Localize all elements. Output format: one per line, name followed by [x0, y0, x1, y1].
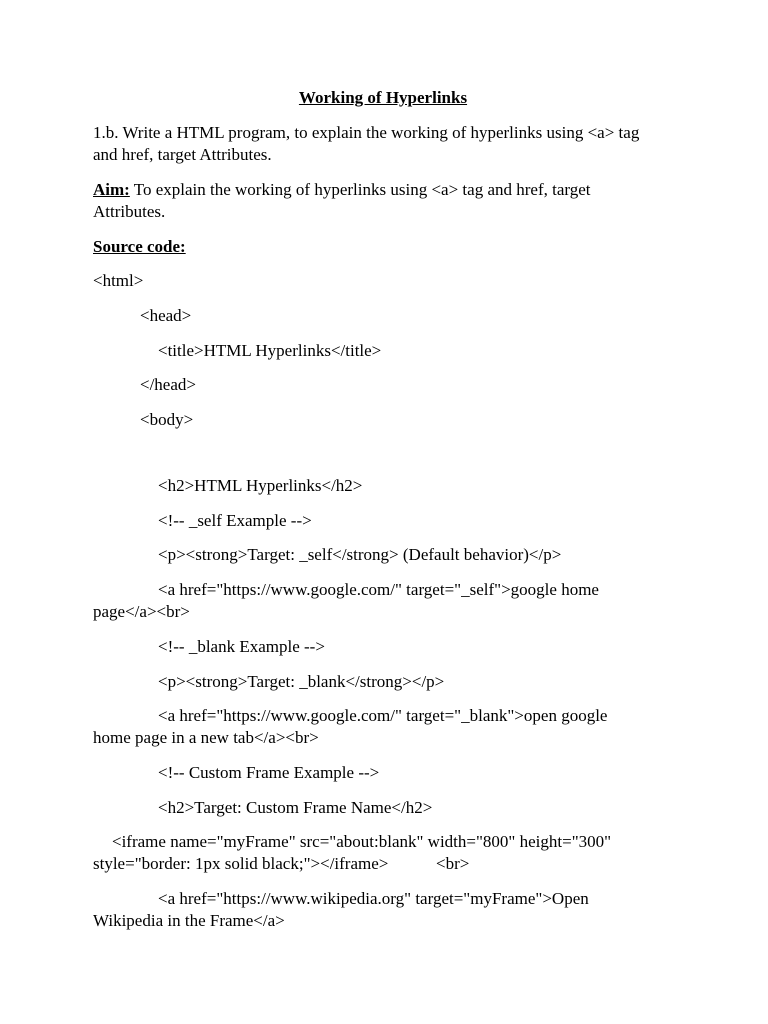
code-line-head: <head>: [140, 306, 192, 325]
code-line-self-comment: <!-- _self Example -->: [158, 511, 312, 530]
code-line-body: <body>: [140, 410, 194, 429]
code-line-iframe: <iframe name="myFrame" src="about:blank" width="800" height="300": [112, 832, 612, 851]
code-line-self-anchor: <a href="https://www.google.com/" target="_self">google home: [158, 580, 599, 599]
code-line-blank-anchor-cont: home page in a new tab</a><br>: [93, 728, 319, 747]
code-line-self-paragraph: <p><strong>Target: _self</strong> (Default behavior)</p>: [158, 545, 562, 564]
document-page: [93, 0, 693, 1024]
code-line-html: <html>: [93, 271, 144, 290]
source-code-label: Source code:: [93, 237, 186, 256]
code-line-frame-comment: <!-- Custom Frame Example -->: [158, 763, 380, 782]
code-line-frame-anchor: <a href="https://www.wikipedia.org" target="myFrame">Open: [158, 889, 589, 908]
code-line-frame-anchor-cont: Wikipedia in the Frame</a>: [93, 911, 285, 930]
code-line-iframe-br: <br>: [436, 854, 470, 873]
code-line-head-close: </head>: [140, 375, 196, 394]
question-line-1: 1.b. Write a HTML program, to explain the working of hyperlinks using <a> tag: [93, 123, 640, 142]
code-line-iframe-cont: style="border: 1px solid black;"></iframe>: [93, 854, 389, 873]
code-line-blank-comment: <!-- _blank Example -->: [158, 637, 325, 656]
aim-label: Aim:: [93, 180, 130, 199]
code-line-h2: <h2>HTML Hyperlinks</h2>: [158, 476, 363, 495]
aim-line-1: [93, 179, 591, 201]
code-line-blank-anchor: <a href="https://www.google.com/" target="_blank">open google: [158, 706, 608, 725]
code-line-title: <title>HTML Hyperlinks</title>: [158, 341, 382, 360]
question-line-2: and href, target Attributes.: [93, 145, 272, 164]
aim-text: To explain the working of hyperlinks using <a> tag and href, target: [129, 180, 591, 199]
code-line-frame-h2: <h2>Target: Custom Frame Name</h2>: [158, 798, 433, 817]
document-title: Working of Hyperlinks: [298, 88, 468, 107]
code-line-blank-paragraph: <p><strong>Target: _blank</strong></p>: [158, 672, 445, 691]
aim-line-2: Attributes.: [93, 202, 166, 221]
code-line-self-anchor-cont: page</a><br>: [93, 602, 190, 621]
